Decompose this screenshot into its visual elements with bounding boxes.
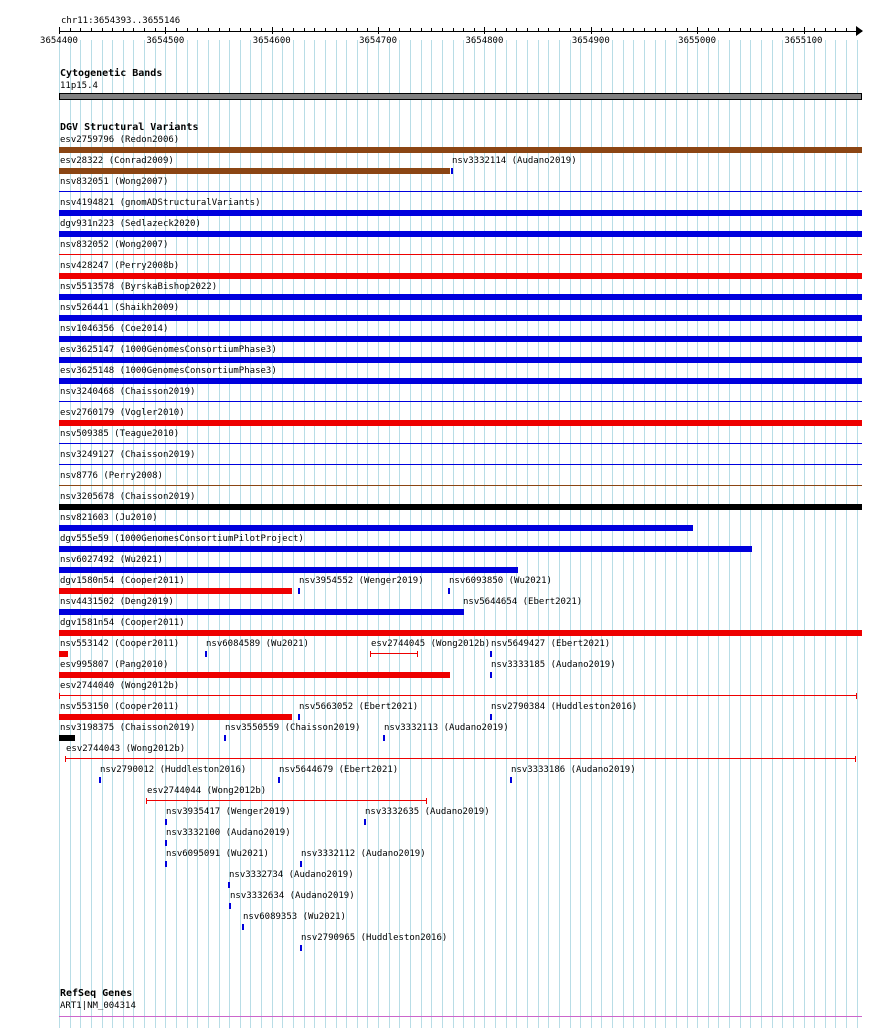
variant-feature[interactable] — [59, 735, 75, 741]
ruler-minor-tick — [389, 28, 390, 32]
variant-label[interactable]: nsv6093850 (Wu2021) — [449, 576, 552, 586]
ruler-minor-tick — [665, 28, 666, 32]
ruler-minor-tick — [187, 28, 188, 32]
variant-feature[interactable] — [242, 924, 244, 930]
variant-feature[interactable] — [490, 672, 492, 678]
variant-label[interactable]: nsv6027492 (Wu2021) — [60, 555, 163, 565]
variant-feature[interactable] — [59, 420, 862, 426]
variant-feature[interactable] — [451, 168, 453, 174]
variant-label[interactable]: nsv2790384 (Huddleston2016) — [491, 702, 638, 712]
variant-label[interactable]: esv2744043 (Wong2012b) — [66, 744, 186, 754]
variant-feature[interactable] — [59, 315, 862, 321]
variant-feature[interactable] — [228, 882, 230, 888]
variant-label[interactable]: nsv3332112 (Audano2019) — [301, 849, 426, 859]
ruler-axis-line — [59, 31, 862, 32]
ruler-minor-tick — [442, 28, 443, 32]
variant-feature[interactable] — [300, 945, 302, 951]
ruler-minor-tick — [282, 28, 283, 32]
ruler-minor-tick — [814, 28, 815, 32]
ruler-tick-label: 3654400 — [40, 36, 78, 46]
ruler-minor-tick — [623, 28, 624, 32]
variant-feature[interactable] — [462, 609, 464, 615]
variant-feature[interactable] — [510, 777, 512, 783]
variant-label[interactable]: nsv3198375 (Chaisson2019) — [60, 723, 196, 733]
ruler-minor-tick — [655, 28, 656, 32]
ruler-minor-tick — [293, 28, 294, 32]
ruler-minor-tick — [70, 28, 71, 32]
variant-feature[interactable] — [59, 525, 693, 531]
cytoband-track-title[interactable]: Cytogenetic Bands — [60, 68, 163, 79]
ruler-minor-tick — [687, 28, 688, 32]
variant-label[interactable]: nsv3332635 (Audano2019) — [365, 807, 490, 817]
variant-feature[interactable] — [224, 735, 226, 741]
ruler-minor-tick — [176, 28, 177, 32]
ruler-minor-tick — [474, 28, 475, 32]
variant-feature[interactable] — [59, 651, 68, 657]
ruler-tick-label: 3655100 — [784, 36, 823, 46]
variant-feature[interactable] — [59, 254, 862, 255]
ruler-minor-tick — [644, 28, 645, 32]
ruler-minor-tick — [612, 28, 613, 32]
variant-feature[interactable] — [59, 714, 292, 720]
cytoband-label: 11p15.4 — [60, 81, 98, 91]
ruler-minor-tick — [484, 27, 485, 34]
variant-label[interactable]: nsv3332114 (Audano2019) — [452, 156, 577, 166]
ruler-minor-tick — [197, 28, 198, 32]
ruler-minor-tick — [314, 28, 315, 32]
variant-label[interactable]: nsv3205678 (Chaisson2019) — [60, 492, 196, 502]
ruler[interactable] — [0, 0, 890, 50]
variant-feature[interactable] — [490, 714, 492, 720]
ruler-minor-tick — [346, 28, 347, 32]
variant-feature[interactable] — [59, 693, 857, 699]
variant-label[interactable]: nsv3332634 (Audano2019) — [230, 891, 355, 901]
variant-feature[interactable] — [146, 798, 427, 804]
ruler-tick-label: 3654500 — [146, 36, 185, 46]
ruler-minor-tick — [133, 28, 134, 32]
ruler-tick-label: 3654800 — [465, 36, 504, 46]
variant-label[interactable]: nsv5649427 (Ebert2021) — [491, 639, 611, 649]
ruler-minor-tick — [633, 28, 634, 32]
ruler-minor-tick — [580, 28, 581, 32]
variant-label[interactable]: dgv555e59 (1000GenomesConsortiumPilotProject) — [60, 534, 304, 544]
variant-feature[interactable] — [165, 840, 167, 846]
variant-label[interactable]: nsv2790012 (Huddleston2016) — [100, 765, 247, 775]
variant-label[interactable]: esv3625147 (1000GenomesConsortiumPhase3) — [60, 345, 277, 355]
variant-label[interactable]: nsv6095091 (Wu2021) — [166, 849, 269, 859]
variant-feature[interactable] — [59, 504, 862, 510]
ruler-minor-tick — [59, 27, 60, 34]
variant-label[interactable]: nsv3332100 (Audano2019) — [166, 828, 291, 838]
variant-feature[interactable] — [205, 651, 207, 657]
ruler-minor-tick — [538, 28, 539, 32]
variant-feature[interactable] — [65, 756, 856, 762]
ruler-tick-label: 3654900 — [571, 36, 610, 46]
ruler-minor-tick — [272, 27, 273, 34]
variant-feature[interactable] — [278, 777, 280, 783]
variant-label[interactable]: nsv1046356 (Coe2014) — [60, 324, 169, 334]
variant-feature[interactable] — [298, 714, 300, 720]
variant-label[interactable]: nsv6084589 (Wu2021) — [206, 639, 309, 649]
variant-feature[interactable] — [370, 651, 418, 657]
ruler-minor-tick — [793, 28, 794, 32]
ruler-minor-tick — [708, 28, 709, 32]
ruler-minor-tick — [336, 28, 337, 32]
variant-label[interactable]: esv2760179 (Vogler2010) — [60, 408, 185, 418]
variant-label[interactable]: nsv5644679 (Ebert2021) — [279, 765, 399, 775]
variant-feature[interactable] — [59, 294, 862, 300]
variant-feature[interactable] — [99, 777, 101, 783]
ruler-minor-tick — [601, 28, 602, 32]
variant-label[interactable]: dgv931n223 (Sedlazeck2020) — [60, 219, 201, 229]
variant-feature[interactable] — [59, 464, 862, 465]
variant-label[interactable]: nsv509385 (Teague2010) — [60, 429, 180, 439]
ruler-minor-tick — [804, 27, 805, 34]
ruler-minor-tick — [825, 28, 826, 32]
variant-feature-line — [60, 695, 856, 696]
variant-feature[interactable] — [383, 735, 385, 741]
variant-label[interactable]: nsv6089353 (Wu2021) — [243, 912, 346, 922]
variant-feature[interactable] — [59, 378, 862, 384]
variant-feature[interactable] — [59, 609, 462, 615]
ruler-minor-tick — [527, 28, 528, 32]
ruler-minor-tick — [835, 28, 836, 32]
variant-label[interactable]: nsv4431502 (Deng2019) — [60, 597, 174, 607]
ruler-minor-tick — [208, 28, 209, 32]
ruler-minor-tick — [144, 28, 145, 32]
ruler-minor-tick — [250, 28, 251, 32]
variant-label[interactable]: nsv8776 (Perry2008) — [60, 471, 163, 481]
refseq-gene-label: ART1|NM_004314 — [60, 1001, 136, 1011]
ruler-minor-tick — [112, 28, 113, 32]
ruler-minor-tick — [761, 28, 762, 32]
cytoband-bar[interactable] — [59, 93, 862, 100]
variant-label[interactable]: nsv526441 (Shaikh2009) — [60, 303, 180, 313]
variant-label[interactable]: esv2759796 (Redon2006) — [60, 135, 180, 145]
ruler-minor-tick — [155, 28, 156, 32]
ruler-minor-tick — [80, 28, 81, 32]
variant-feature[interactable] — [364, 819, 366, 825]
variant-feature[interactable] — [59, 168, 450, 174]
ruler-minor-tick — [378, 27, 379, 34]
variant-label[interactable]: dgv1581n54 (Cooper2011) — [60, 618, 185, 628]
variant-feature-line — [66, 758, 855, 759]
variant-label[interactable]: nsv553142 (Cooper2011) — [60, 639, 180, 649]
ruler-minor-tick — [495, 28, 496, 32]
variant-feature[interactable] — [165, 861, 167, 867]
variant-label[interactable]: nsv821603 (Ju2010) — [60, 513, 158, 523]
ruler-minor-tick — [91, 28, 92, 32]
variant-feature[interactable] — [300, 861, 302, 867]
variant-feature[interactable] — [59, 443, 862, 444]
ruler-minor-tick — [229, 28, 230, 32]
variant-feature-line — [147, 800, 426, 801]
ruler-minor-tick — [304, 28, 305, 32]
ruler-minor-tick — [570, 28, 571, 32]
variant-label[interactable]: nsv5644654 (Ebert2021) — [463, 597, 583, 607]
ruler-arrow-icon — [856, 26, 863, 36]
variant-label[interactable]: dgv1580n54 (Cooper2011) — [60, 576, 185, 586]
ruler-minor-tick — [548, 28, 549, 32]
variant-label[interactable]: esv2744044 (Wong2012b) — [147, 786, 267, 796]
variant-feature[interactable] — [59, 588, 292, 594]
ruler-minor-tick — [729, 28, 730, 32]
variant-feature[interactable] — [59, 210, 862, 216]
variant-feature[interactable] — [59, 630, 862, 636]
ruler-minor-tick — [219, 28, 220, 32]
variant-feature[interactable] — [490, 651, 492, 657]
variant-label[interactable]: nsv3333185 (Audano2019) — [491, 660, 616, 670]
variant-feature[interactable] — [59, 485, 862, 486]
variant-feature[interactable] — [59, 546, 752, 552]
variant-label[interactable]: nsv2790965 (Huddleston2016) — [301, 933, 448, 943]
ruler-minor-tick — [410, 28, 411, 32]
ruler-minor-tick — [718, 28, 719, 32]
ruler-minor-tick — [325, 28, 326, 32]
ruler-tick-label: 3654600 — [252, 36, 291, 46]
ruler-minor-tick — [750, 28, 751, 32]
ruler-minor-tick — [399, 28, 400, 32]
ruler-minor-tick — [697, 27, 698, 34]
variant-feature[interactable] — [59, 672, 450, 678]
ruler-minor-tick — [421, 28, 422, 32]
variant-label[interactable]: nsv3954552 (Wenger2019) — [299, 576, 424, 586]
variant-label[interactable]: esv995807 (Pang2010) — [60, 660, 169, 670]
variant-feature-line — [371, 653, 417, 654]
variant-label[interactable]: nsv3550559 (Chaisson2019) — [225, 723, 361, 733]
variant-label[interactable]: esv2744040 (Wong2012b) — [60, 681, 180, 691]
variant-label[interactable]: nsv3332113 (Audano2019) — [384, 723, 509, 733]
ruler-minor-tick — [591, 27, 592, 34]
variant-label[interactable]: nsv3333186 (Audano2019) — [511, 765, 636, 775]
ruler-minor-tick — [559, 28, 560, 32]
variant-label[interactable]: nsv3249127 (Chaisson2019) — [60, 450, 196, 460]
ruler-minor-tick — [772, 28, 773, 32]
ruler-minor-tick — [357, 28, 358, 32]
ruler-minor-tick — [506, 28, 507, 32]
variant-label[interactable]: nsv832052 (Wong2007) — [60, 240, 169, 250]
dgv-track-title[interactable]: DGV Structural Variants — [60, 122, 199, 133]
variant-feature[interactable] — [165, 819, 167, 825]
variant-feature[interactable] — [59, 567, 518, 573]
variant-feature[interactable] — [59, 231, 862, 237]
variant-feature[interactable] — [448, 588, 450, 594]
ruler-minor-tick — [516, 28, 517, 32]
refseq-track-title[interactable]: RefSeq Genes — [60, 988, 133, 999]
variant-label[interactable]: nsv5663052 (Ebert2021) — [299, 702, 419, 712]
variant-label[interactable]: esv3625148 (1000GenomesConsortiumPhase3) — [60, 366, 277, 376]
variant-label[interactable]: nsv5513578 (ByrskaBishop2022) — [60, 282, 218, 292]
variant-label[interactable]: nsv3935417 (Wenger2019) — [166, 807, 291, 817]
ruler-minor-tick — [102, 28, 103, 32]
ruler-minor-tick — [165, 27, 166, 34]
ruler-minor-tick — [782, 28, 783, 32]
variant-label[interactable]: nsv4194821 (gnomADStructuralVariants) — [60, 198, 261, 208]
variant-label[interactable]: nsv3332734 (Audano2019) — [229, 870, 354, 880]
variant-feature[interactable] — [229, 903, 231, 909]
ruler-minor-tick — [740, 28, 741, 32]
variant-feature[interactable] — [298, 588, 300, 594]
ruler-minor-tick — [367, 28, 368, 32]
ruler-tick-label: 3654700 — [359, 36, 398, 46]
variant-label[interactable]: nsv553150 (Cooper2011) — [60, 702, 180, 712]
ruler-position-label: chr11:3654393..3655146 — [61, 16, 181, 26]
variant-label[interactable]: nsv832051 (Wong2007) — [60, 177, 169, 187]
variant-label[interactable]: nsv3240468 (Chaisson2019) — [60, 387, 196, 397]
ruler-minor-tick — [463, 28, 464, 32]
ruler-minor-tick — [240, 28, 241, 32]
ruler-minor-tick — [453, 28, 454, 32]
ruler-tick-label: 3655000 — [678, 36, 717, 46]
variant-label[interactable]: esv2744045 (Wong2012b) — [371, 639, 491, 649]
variant-feature[interactable] — [59, 336, 862, 342]
ruler-minor-tick — [846, 28, 847, 32]
variant-feature[interactable] — [59, 147, 862, 153]
ruler-minor-tick — [261, 28, 262, 32]
variant-feature[interactable] — [59, 191, 862, 192]
variant-feature[interactable] — [59, 401, 862, 402]
ruler-minor-tick — [431, 28, 432, 32]
variant-label[interactable]: nsv428247 (Perry2008b) — [60, 261, 180, 271]
ruler-minor-tick — [123, 28, 124, 32]
refseq-gene-line[interactable] — [59, 1016, 862, 1017]
ruler-minor-tick — [676, 28, 677, 32]
variant-feature[interactable] — [59, 273, 862, 279]
variant-feature[interactable] — [59, 357, 862, 363]
variant-label[interactable]: esv28322 (Conrad2009) — [60, 156, 174, 166]
